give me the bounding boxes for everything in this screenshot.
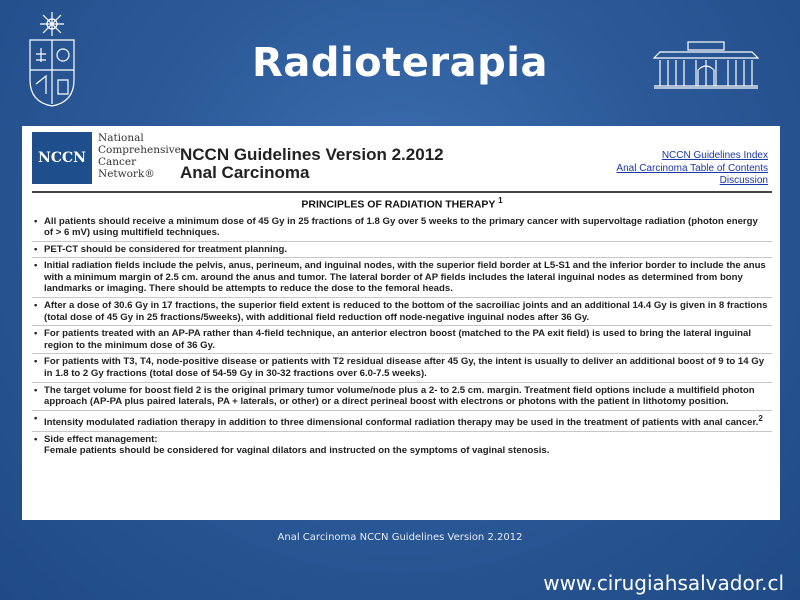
list-item: • Intensity modulated radiation therapy in addition to three dimensional conformal radiation therapy may be used in the treatment of patients with anal cancer.$^2$ — [32, 411, 772, 432]
list-item: • For patients with T3, T4, node-positive disease or patients with T2 residual disease after 45 Gy, the intent is usually to deliver an additional boost of 9 to 14 Gy in 1.8 to 2 Gy fractions (total dose of 54-59 Gy in 30-32 fractions over 6.0-7.5 weeks). — [32, 354, 772, 382]
guidelines-index-link[interactable]: NCCN Guidelines Index — [661, 150, 768, 161]
slide-title: Radioterapia — [252, 40, 548, 86]
document-header — [32, 132, 772, 194]
section-title: PRINCIPLES OF RADIATION THERAPY $^1$ — [301, 196, 503, 211]
list-item: • After a dose of 30.6 Gy in 17 fractions, the superior field extent is reduced to the bottom of the sacroiliac joints and an additional 14.4 Gy is given in 8 fractions (total dose of 45 Gy in 25 fractions/5weeks), with additional field reduction off node-negative inguinal nodes after 36 Gy. — [32, 298, 772, 326]
list-item: • PET-CT should be considered for treatment planning. — [32, 242, 772, 259]
list-item: • All patients should receive a minimum dose of 45 Gy in 25 fractions of 1.8 Gy over 5 weeks to the primary cancer with supervoltage radiation (photon energy of > 6 mV) using multifield techniques. — [32, 214, 772, 242]
guideline-document — [22, 126, 780, 520]
nccn-logo: NCCN — [32, 132, 92, 184]
organization-name: National Comprehensive Cancer Network® — [98, 132, 181, 180]
guideline-version: NCCN Guidelines Version 2.2012 — [180, 145, 444, 164]
guideline-title — [180, 146, 444, 182]
list-item: • Side effect management: Female patients should be considered for vaginal dilators and instructed on the symptoms of vaginal stenosis. — [32, 432, 772, 459]
header-links — [616, 150, 768, 188]
website-url: www.cirugiahsalvador.cl — [543, 571, 784, 595]
bullet-list — [32, 214, 772, 459]
list-item-subtext: Female patients should be considered for vaginal dilators and instructed on the symptoms of vaginal stenosis. — [44, 445, 550, 457]
slide-caption: Anal Carcinoma NCCN Guidelines Version 2.2012 — [277, 532, 523, 543]
list-item: • For patients treated with an AP-PA rather than 4-field technique, an anterior electron boost (matched to the PA exit field) is used to bring the lateral inguinal region to the minimum dose of 36 Gy. — [32, 326, 772, 354]
list-item: • Initial radiation fields include the pelvis, anus, perineum, and inguinal nodes, with the superior field border at L5-S1 and the inferior border to include the anus with a minimum margin of 2.5 cm. around the anus and tumor. The lateral border of AP fields includes the lateral inguinal nodes as determined from bony landmarks or imaging. There should be attempts to reduce the dose to the femoral heads. — [32, 258, 772, 298]
discussion-link[interactable]: Discussion — [719, 175, 768, 186]
table-of-contents-link[interactable]: Anal Carcinoma Table of Contents — [616, 162, 768, 174]
guideline-subtitle: Anal Carcinoma — [180, 163, 310, 182]
header-divider — [32, 191, 772, 193]
list-item: • The target volume for boost field 2 is the original primary tumor volume/node plus a 2- to 2.5 cm. margin. Treatment field options include a multifield photon approach (AP-PA plus paired laterals, PA + laterals, or other) or a direct perineal boost with electrons or photons with the patient in lithotomy position. — [32, 383, 772, 411]
